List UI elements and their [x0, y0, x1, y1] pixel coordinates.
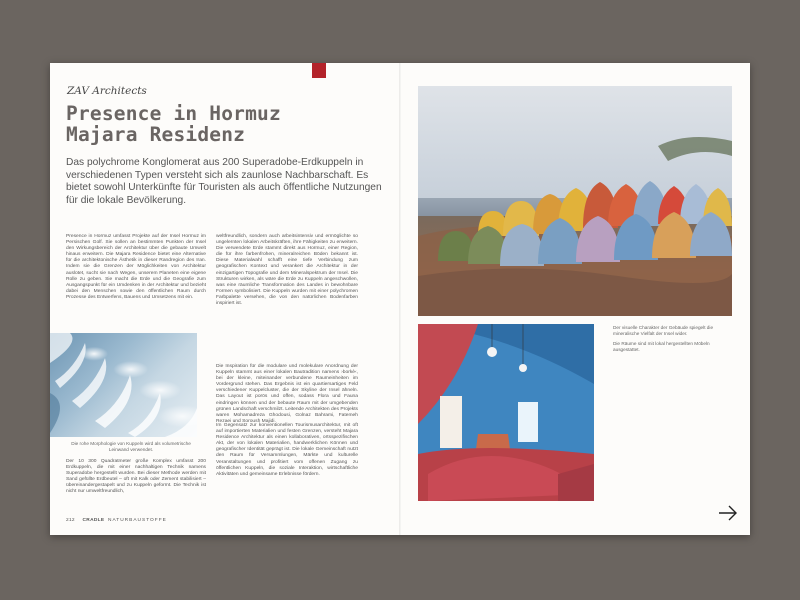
body-paragraph: weltfreundlich, sondern auch arbeitsintensiv und ermöglichte so ungelernten lokalen Arbeitskräften, ihre Fähigkeiten zu erweitern. Die verwendete Erde stammt direkt aus Hormuz, einer Region, die für ihre farbenfrohen, mineralreichen Böden bekannt ist. Diese Materialwahl schafft eine tiefe Verbindung zum geografischen Kontext und verankert die Architektur in der einzigartigen Topografie und dem Mineralspektrum der Insel. Die Strukturen wirken, als wäre die Erde zu Kuppeln angeschwollen, was eine räumliche Transformation des Landes in bewohnbare Formen symbolisiert. Die Kuppeln wurden mit einer polychromen Farbpalette versehen, die von den natürlichen Bodenfarben inspiriert ist. — [216, 234, 358, 307]
body-column-2-top — [216, 234, 358, 312]
magazine-section: NATURBAUSTOFFE — [107, 518, 167, 523]
dome-texture-image — [50, 333, 197, 437]
body-column-1-bottom — [66, 459, 206, 501]
body-paragraph: Im Gegensatz zur konventionellen Tourismusarchitektur, mit oft auf importierten Materialien und festen Grenzen, versteht Majara Residence Architektur als einen kollaborativen, ortsspezifischen Akt, der von lokalen Materialien, handwerklichen Können und geografischer Identität geprägt ist. Die lokale Gemeinschaft nutzt den Raum für Versammlungen, Märkte und kulturelle Veranstaltungen und profitiert vom offenen Zugang zu öffentlichen Kuppeln, die soziale Interaktion, wirtschaftliche Aktivitäten und gemeinsame Erlebnisse fördern. — [216, 423, 358, 477]
body-paragraph: Der 10 300 Quadratmeter große Komplex umfasst 200 Erdkuppeln, die mit einer nachhaltigen Technik namens Superadobe hergestellt wurden. Bei dieser Methode werden mit Sand gefüllte Erdbeutel – oft mit Kalk oder Zement stabilisiert – übereinandergestapelt und zu Kuppeln geformt. Die Technik ist nicht nur umweltfreundlich, — [66, 459, 206, 495]
page-footer — [66, 518, 167, 523]
body-column-2-bottom — [216, 423, 358, 483]
caption-interior: Die Räume sind mit lokal hergestellten Möbeln ausgestattet. — [613, 341, 710, 352]
body-column-1-top — [66, 234, 206, 306]
article-title — [66, 103, 386, 145]
texture-illustration — [50, 333, 197, 437]
domes-illustration — [418, 86, 732, 316]
architect-name: ZAV Architects — [67, 85, 147, 97]
body-paragraph: Die Inspiration für die modulare und molekulare Anordnung der Kuppeln stammt aus einer lokalen Bautradition namens ›borkè‹, bei der kleine, miteinander verbundene Raumeinheiten im Vordergrund stehen. Das Ergebnis ist ein quartiersartiges Feld verschiedener Kuppelcluster, die der Skyline der Insel ähneln. Das Layout ist porös und offen, sodass Flora und Fauna eindringen können und der bebaute Raum mit der umgebenden grünen Landschaft verschmilzt. Leitende Architekten des Projekts waren Mohamadreza Ghodousi, Golnaz Bahrami, Fatemeh Rezaei und Soroush Majidi. — [216, 364, 358, 424]
next-page-arrow-icon[interactable] — [718, 505, 738, 521]
right-captions — [613, 325, 723, 357]
interior-illustration — [418, 324, 594, 501]
lead-paragraph: Das polychrome Konglomerat aus 200 Superadobe-Erdkuppeln in verschiedenen Typen versteht sich als zaunlose Nachbarschaft. Es bietet sowohl Unterkünfte für Touristen als auch öffentliche Nutzungen für die lokale Bevölkerung. — [66, 157, 382, 206]
caption-domes: Der visuelle Charakter der Gebäude spiegelt die mineralische Vielfalt der Insel wider. — [613, 325, 714, 336]
page-fold — [399, 63, 401, 535]
domes-photo — [418, 86, 732, 316]
interior-photo — [418, 324, 594, 501]
magazine-spread — [50, 63, 750, 535]
image-caption: Die rohe Morphologie von Kuppeln wird als volumetrische Leinwand verwendet. — [71, 441, 191, 452]
title-line-2: Majara Residenz — [66, 123, 246, 146]
bookmark-tab — [312, 63, 326, 78]
magazine-brand: CRADLE — [82, 518, 105, 523]
title-line-1: Presence in Hormuz — [66, 102, 281, 125]
page-number: 212 — [66, 518, 75, 523]
body-paragraph: Presence in Hormuz umfasst Projekte auf der Insel Hormuz im Persischen Golf. Sie sollen an bestimmten Punkten der Insel den Wirkungsbereich der Architektur über die gebaute Umwelt hinaus erweitern. Die Majara Residence bietet eine Alternative für die architektonische Ästhetik in dieser Randregion des Iran. Indem sie die Grenzen der Möglichkeiten von Architektur auslotet, sucht sie nach Wegen, unserem Planeten eine eigene Rolle zu geben. Sie macht die Erde und die Geografie zum Ausgangspunkt für ein Umdenken in der Architektur und bezieht dabei den Menschen sowie den öffentlichen Raum durch Prozesse des Entwerfens, Bauens und Umsetzens mit ein. — [66, 234, 206, 300]
body-column-2-mid — [216, 364, 358, 430]
